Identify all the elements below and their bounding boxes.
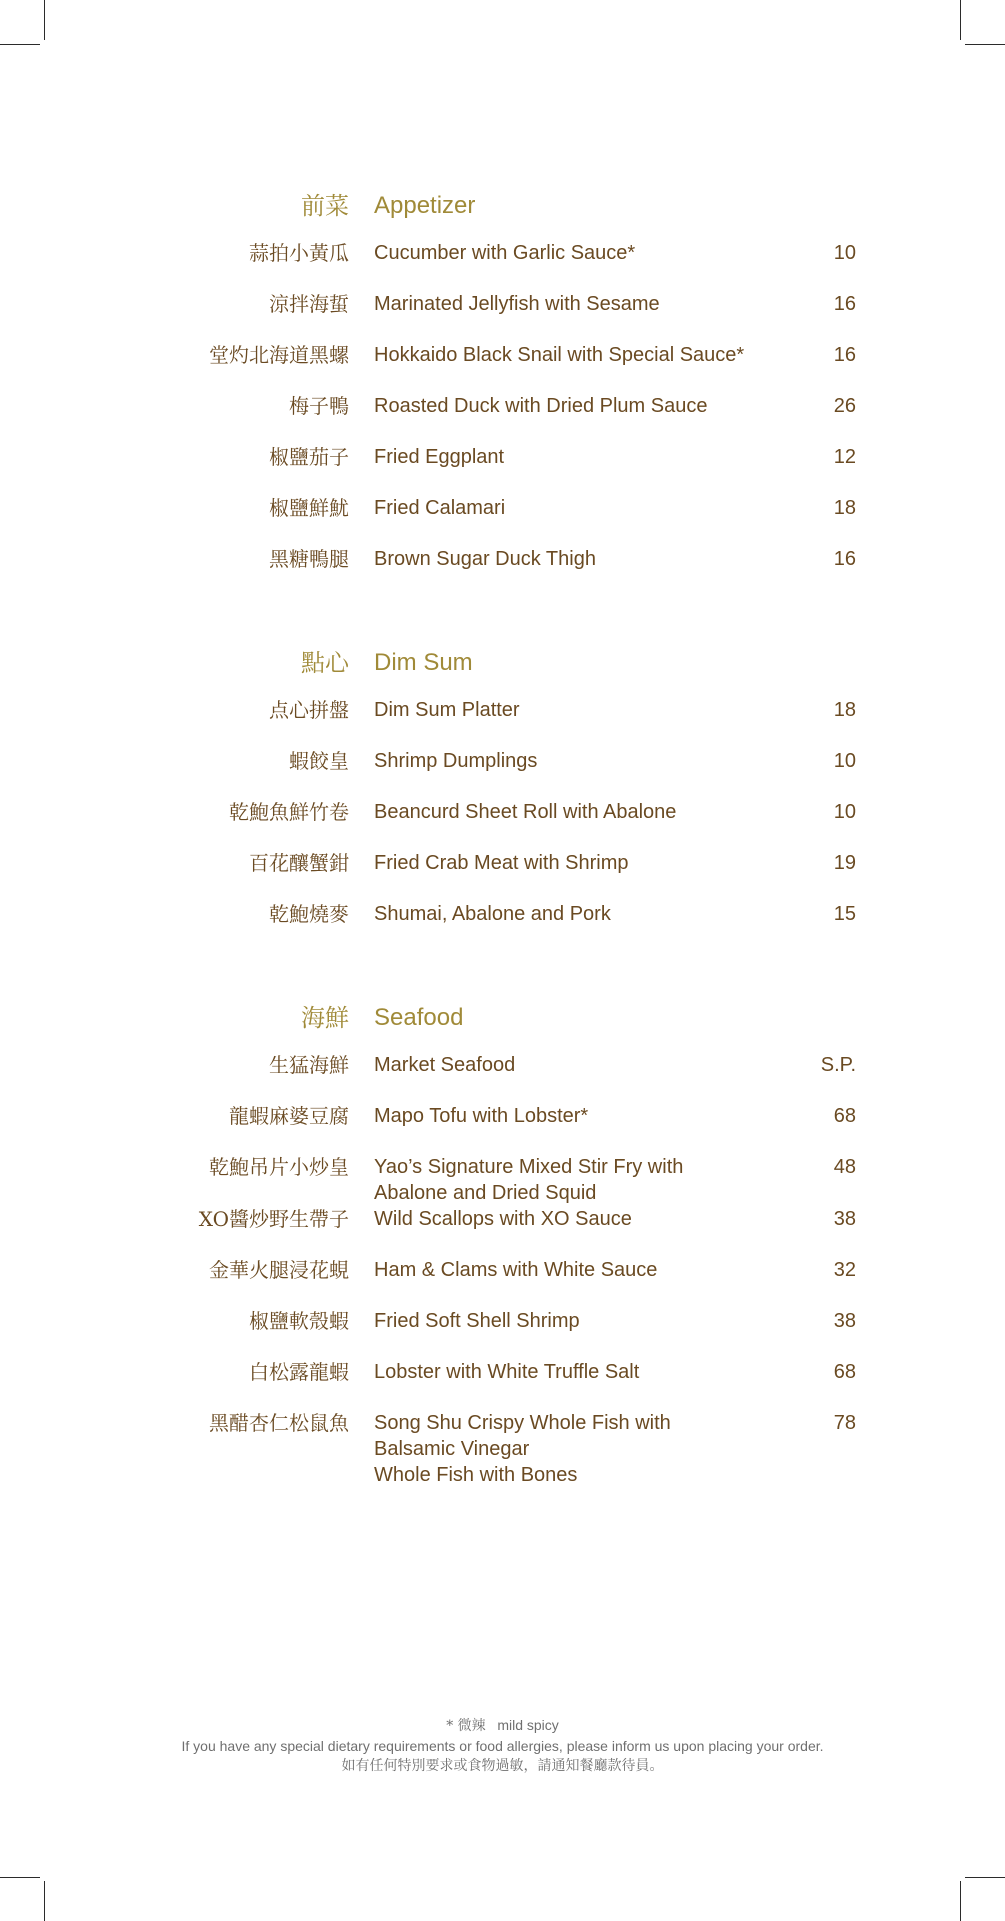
menu-item [0,901,1005,952]
dish-name-en-line: Fried Calamari [374,497,506,519]
dish-name-cn: XO醬炒野生帶子 [198,1207,349,1231]
menu-item [0,393,1005,444]
dish-name-cn: 白松露龍蝦 [249,1360,349,1384]
dish-name-en-line: Wild Scallops with XO Sauce [374,1208,632,1230]
dish-price: 16 [833,548,856,570]
dish-name-cn: 黑醋杏仁松鼠魚 [209,1411,349,1435]
dish-name-en-line: Brown Sugar Duck Thigh [374,548,596,570]
dish-price: 18 [833,497,856,519]
spicy-note-en: mild spicy [497,1717,559,1733]
dish-name-en-line: Shrimp Dumplings [374,750,538,772]
footer-notes [0,1715,1005,1776]
section-title-en: Seafood [374,1004,464,1031]
dish-name-en-line: Whole Fish with Bones [374,1464,578,1486]
menu-item [0,240,1005,291]
dish-name-cn: 蝦餃皇 [289,749,349,773]
dish-price: 10 [833,750,856,772]
dish-name-en-line: Beancurd Sheet Roll with Abalone [374,801,677,823]
menu-item [0,291,1005,342]
dish-price: 12 [833,446,856,468]
dish-name-en [374,342,814,368]
section-title-cn: 點心 [301,649,349,677]
dish-price: 48 [833,1156,856,1178]
dish-name-en-line: Balsamic Vinegar [374,1438,530,1460]
dish-name-en [374,1359,814,1385]
menu-item [0,342,1005,393]
dish-name-cn: 蒜拍小黃瓜 [249,241,349,265]
spicy-note-cn: * 微辣 [446,1718,486,1734]
section-heading [0,190,1005,234]
menu-item [0,495,1005,546]
dish-name-en [374,850,814,876]
dish-name-en-line: Market Seafood [374,1054,516,1076]
menu-item [0,1206,1005,1257]
spicy-note [0,1715,1005,1736]
menu-item [0,697,1005,748]
dish-name-en-line: Marinated Jellyfish with Sesame [374,293,660,315]
dish-name-en-line: Lobster with White Truffle Salt [374,1361,640,1383]
dish-price: 10 [833,242,856,264]
menu-item [0,1359,1005,1410]
dish-price: 26 [833,395,856,417]
dish-name-en [374,495,814,521]
dish-name-en-line: Dim Sum Platter [374,699,520,721]
dish-name-cn: 堂灼北海道黑螺 [209,343,349,367]
dish-price: 68 [833,1361,856,1383]
crop-mark [960,0,961,40]
dish-name-en-line: Ham & Clams with White Sauce [374,1259,658,1281]
dish-name-cn: 椒鹽軟殼蝦 [249,1309,349,1333]
dish-name-cn: 百花釀蟹鉗 [249,851,349,875]
dish-name-en-line: Fried Soft Shell Shrimp [374,1310,580,1332]
dish-name-en [374,240,814,266]
allergy-note-cn: 如有任何特別要求或食物過敏，請通知餐廳款待員。 [341,1758,664,1774]
dish-price: 78 [833,1412,856,1434]
menu-section [0,647,1005,952]
dish-name-en [374,901,814,927]
dish-price: 32 [833,1259,856,1281]
crop-mark [0,44,40,45]
dish-price: 10 [833,801,856,823]
dish-price: S.P. [820,1054,856,1076]
crop-mark [960,1881,961,1921]
dish-name-en [374,799,814,825]
dish-name-cn: 椒鹽茄子 [269,445,349,469]
section-title-cn: 海鮮 [301,1004,349,1032]
dish-name-en-line: Yao’s Signature Mixed Stir Fry with [374,1156,684,1178]
crop-mark [965,1877,1005,1878]
dish-name-en-line: Fried Eggplant [374,446,505,468]
menu-item [0,444,1005,495]
dish-name-en [374,393,814,419]
dish-name-en [374,1308,814,1334]
dish-name-en-line: Cucumber with Garlic Sauce* [374,242,636,264]
dish-price: 18 [833,699,856,721]
dish-name-en [374,1103,814,1129]
dish-name-en-line: Hokkaido Black Snail with Special Sauce* [374,344,745,366]
dish-name-en [374,1410,814,1488]
dish-name-cn: 乾鮑魚鮮竹卷 [229,800,349,824]
dish-name-en [374,748,814,774]
dish-name-cn: 黑糖鴨腿 [269,547,349,571]
dish-name-en [374,1206,814,1232]
dish-name-cn: 涼拌海蜇 [269,292,349,316]
section-title-en: Dim Sum [374,649,473,676]
dish-name-en-line: Fried Crab Meat with Shrimp [374,852,629,874]
section-title-cn: 前菜 [301,192,349,220]
menu-item [0,1410,1005,1488]
dish-name-cn: 椒鹽鮮魷 [269,496,349,520]
dish-price: 38 [833,1208,856,1230]
dish-name-en [374,1052,814,1078]
dish-name-cn: 点心拼盤 [269,698,349,722]
menu [0,190,1005,1538]
dish-price: 68 [833,1105,856,1127]
menu-item [0,1257,1005,1308]
crop-mark [44,0,45,40]
dish-name-cn: 梅子鴨 [289,394,349,418]
dish-name-cn: 乾鮑燒麥 [269,902,349,926]
menu-item [0,1308,1005,1359]
dish-name-en [374,546,814,572]
allergy-note-en: If you have any special dietary requirements or food allergies, please inform us upon placing your order. [181,1738,824,1754]
dish-name-en [374,444,814,470]
dish-name-cn: 金華火腿浸花蜆 [209,1258,349,1282]
section-heading [0,1002,1005,1046]
menu-item [0,1154,1005,1206]
dish-name-cn: 生猛海鮮 [269,1053,349,1077]
dish-name-en [374,291,814,317]
dish-name-cn: 乾鮑吊片小炒皇 [209,1155,349,1179]
dish-price: 15 [833,903,856,925]
crop-mark [0,1877,40,1878]
dish-name-en [374,1257,814,1283]
dish-name-en-line: Roasted Duck with Dried Plum Sauce [374,395,708,417]
section-heading [0,647,1005,691]
menu-item [0,799,1005,850]
dish-price: 38 [833,1310,856,1332]
menu-section [0,1002,1005,1488]
dish-name-cn: 龍蝦麻婆豆腐 [229,1104,349,1128]
dish-price: 16 [833,293,856,315]
dish-name-en-line: Song Shu Crispy Whole Fish with [374,1412,671,1434]
menu-item [0,850,1005,901]
menu-item [0,748,1005,799]
dish-name-en [374,1154,814,1206]
menu-section [0,190,1005,597]
dish-price: 16 [833,344,856,366]
crop-mark [44,1881,45,1921]
dish-name-en [374,697,814,723]
crop-mark [965,44,1005,45]
menu-item [0,1103,1005,1154]
menu-item [0,1052,1005,1103]
dish-name-en-line: Shumai, Abalone and Pork [374,903,611,925]
dish-name-en-line: Mapo Tofu with Lobster* [374,1105,589,1127]
dish-name-en-line: Abalone and Dried Squid [374,1182,597,1204]
menu-item [0,546,1005,597]
dish-price: 19 [833,852,856,874]
section-title-en: Appetizer [374,192,476,219]
